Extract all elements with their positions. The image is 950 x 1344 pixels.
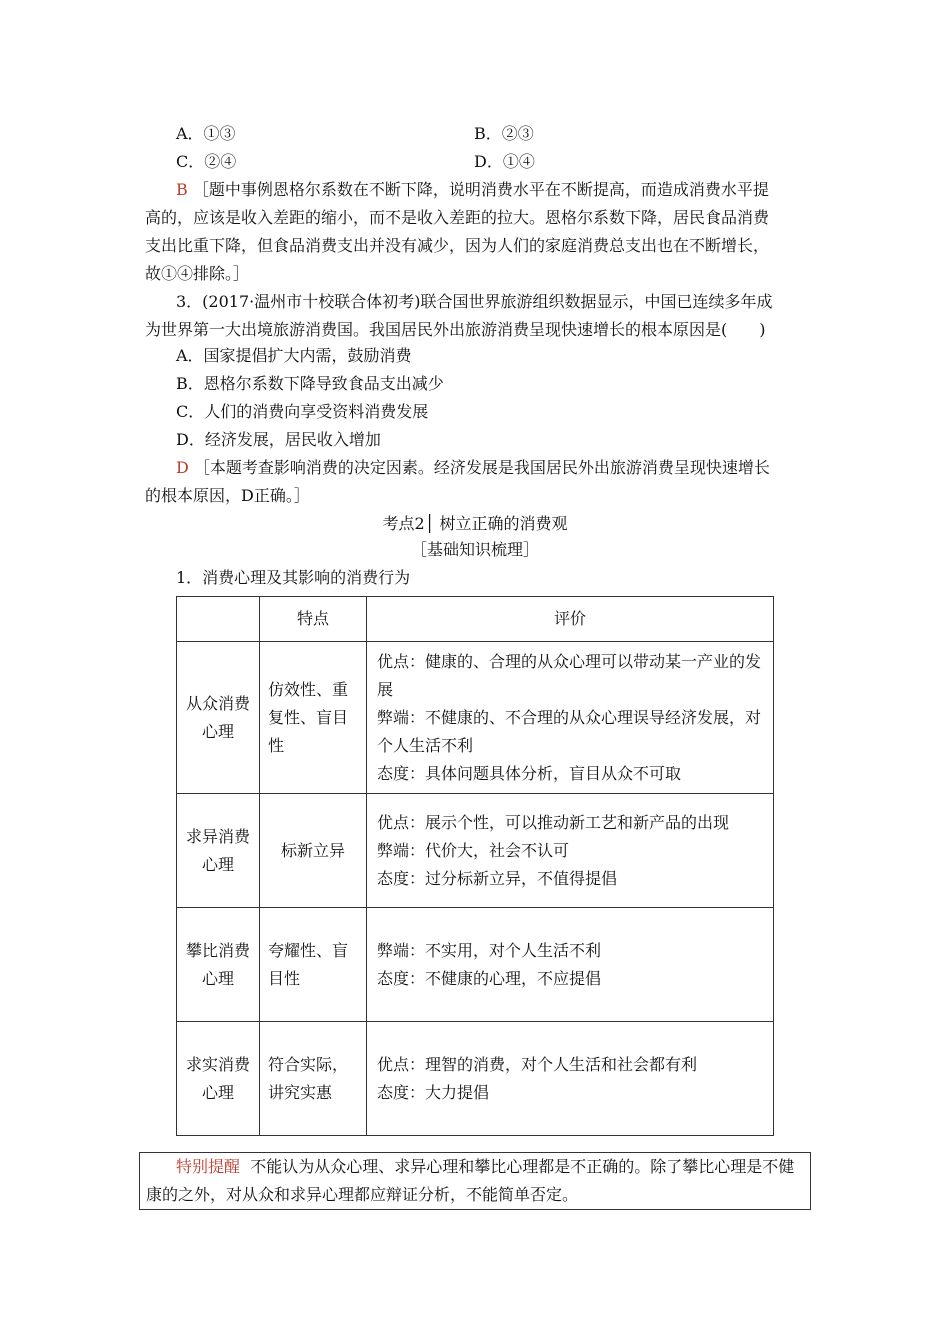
eval-line: 弊端：不实用，对个人生活不利 xyxy=(377,940,602,960)
q2-option-b: B．②③ xyxy=(474,124,534,143)
eval-line: 优点：健康的、合理的从众心理可以带动某一产业的发展 xyxy=(377,651,762,699)
q2-answer-line2: 高的，应该是收入差距的缩小，而不是收入差距的拉大。恩格尔系数下降，居民食品消费 xyxy=(145,208,770,227)
table-header-row xyxy=(177,597,774,642)
row-feature: 符合实际，讲究实惠 xyxy=(260,1022,367,1136)
table-row xyxy=(177,1022,774,1136)
q2-answer-text1: ［题中事例恩格尔系数在不断下降，说明消费水平在不断提高，而造成消费水平提 xyxy=(192,180,769,199)
q2-option-c: C．②④ xyxy=(176,152,237,171)
row-feature: 夸耀性、盲目性 xyxy=(260,908,367,1022)
q3-answer-line2: 的根本原因，D正确。］ xyxy=(145,486,310,505)
consumption-psychology-table xyxy=(176,596,774,1136)
q3-stem-line1: 3．(2017·温州市十校联合体初考)联合国世界旅游组织数据显示，中国已连续多年成 xyxy=(176,292,773,311)
table-row xyxy=(177,794,774,908)
q3-option-d: D．经济发展，居民收入增加 xyxy=(176,430,381,449)
eval-line: 弊端：不健康的、不合理的从众心理误导经济发展，对个人生活不利 xyxy=(377,707,762,755)
row-name: 求异消费心理 xyxy=(177,794,260,908)
q3-option-b: B．恩格尔系数下降导致食品支出减少 xyxy=(176,374,444,393)
q2-answer-line4: 故①④排除。］ xyxy=(145,264,250,283)
table-header-feature: 特点 xyxy=(260,597,367,642)
q2-answer-line3: 支出比重下降，但食品消费支出并没有减少，因为人们的家庭消费总支出也在不断增长， xyxy=(145,236,770,255)
row-name: 从众消费心理 xyxy=(177,642,260,794)
q2-option-d: D．①④ xyxy=(474,152,535,171)
special-reminder-box xyxy=(139,1152,811,1210)
special-reminder-text: 不能认为从众心理、求异心理和攀比心理都是不正确的。除了攀比心理是不健康的之外，对从众和求异心理都应辩证分析，不能简单否定。 xyxy=(146,1157,795,1204)
eval-line: 优点：理智的消费，对个人生活和社会都有利 xyxy=(377,1054,698,1074)
q3-answer-letter: D xyxy=(176,458,189,477)
row-feature: 标新立异 xyxy=(260,794,367,908)
row-evaluation xyxy=(367,908,774,1022)
section-title: 考点2│ 树立正确的消费观 xyxy=(382,514,568,533)
q2-option-a: A．①③ xyxy=(176,124,236,143)
section-subtitle: ［基础知识梳理］ xyxy=(410,540,539,559)
eval-line: 态度：过分标新立异，不值得提倡 xyxy=(377,868,618,888)
row-feature: 仿效性、重复性、盲目性 xyxy=(260,642,367,794)
row-evaluation xyxy=(367,642,774,794)
table-row xyxy=(177,908,774,1022)
eval-line: 态度：大力提倡 xyxy=(377,1082,490,1102)
q2-answer-line1 xyxy=(176,180,769,200)
section-item1: 1．消费心理及其影响的消费行为 xyxy=(176,568,411,587)
eval-line: 态度：具体问题具体分析，盲目从众不可取 xyxy=(377,763,682,783)
q3-option-a: A．国家提倡扩大内需，鼓励消费 xyxy=(176,346,412,365)
row-evaluation xyxy=(367,794,774,908)
special-reminder-label: 特别提醒 xyxy=(176,1157,241,1176)
table-header-evaluation: 评价 xyxy=(367,597,774,642)
q3-answer-text1: ［本题考查影响消费的决定因素。经济发展是我国居民外出旅游消费呈现快速增长 xyxy=(193,458,770,477)
row-evaluation xyxy=(367,1022,774,1136)
q2-answer-letter: B xyxy=(176,180,188,199)
eval-line: 态度：不健康的心理，不应提倡 xyxy=(377,968,602,988)
table-header-empty xyxy=(177,597,260,642)
row-name: 求实消费心理 xyxy=(177,1022,260,1136)
table-row xyxy=(177,642,774,794)
eval-line: 优点：展示个性，可以推动新工艺和新产品的出现 xyxy=(377,812,730,832)
q3-answer-line1 xyxy=(176,458,770,478)
eval-line: 弊端：代价大，社会不认可 xyxy=(377,840,570,860)
q3-option-c: C．人们的消费向享受资料消费发展 xyxy=(176,402,429,421)
row-name: 攀比消费心理 xyxy=(177,908,260,1022)
q3-stem-line2: 为世界第一大出境旅游消费国。我国居民外出旅游消费呈现快速增长的根本原因是( ) xyxy=(145,320,766,339)
